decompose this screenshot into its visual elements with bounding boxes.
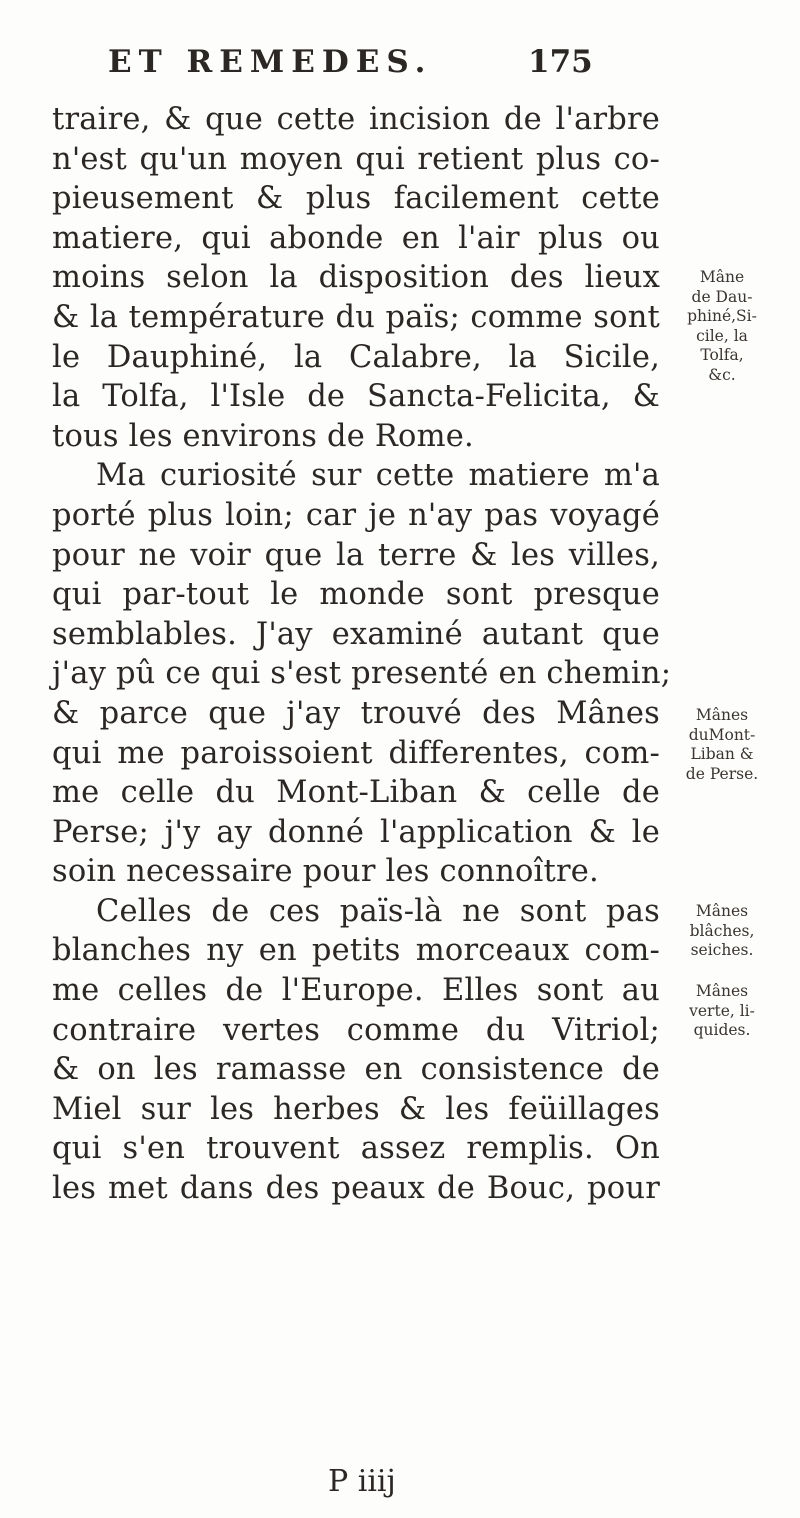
page-number: 175 <box>528 44 593 80</box>
text-line: qui s'en trouvent assez remplis. On <box>52 1131 660 1167</box>
text-line: pieusement & plus facilement cette <box>52 181 660 217</box>
margin-note-mont-liban <box>674 706 770 784</box>
margin-note-line: quides. <box>693 1021 751 1039</box>
text-line: qui me paroissoient differentes, com- <box>52 735 660 771</box>
margin-note-line: Mâne <box>699 268 745 286</box>
text-line: soin necessaire pour les connoître. <box>52 854 599 890</box>
text-line: Ma curiosité sur cette matiere m'a <box>96 458 660 494</box>
text-line: & parce que j'ay trouvé des Mânes <box>52 695 660 731</box>
margin-note-line: Mânes <box>695 982 749 1000</box>
body-text <box>52 100 672 1209</box>
text-line: tous les environs de Rome. <box>52 418 474 454</box>
text-line: traire, & que cette incision de l'arbre <box>52 102 660 137</box>
text-line: n'est qu'un moyen qui retient plus co- <box>52 141 660 177</box>
text-line: porté plus loin; car je n'ay pas voyagé <box>52 497 660 533</box>
margin-note-dauphine <box>674 268 770 385</box>
margin-note-blanches <box>674 902 770 961</box>
text-line: pour ne voir que la terre & les villes, <box>52 537 660 573</box>
margin-note-line: phiné,Si- <box>687 307 757 325</box>
text-line: & la température du païs; comme sont <box>52 299 660 335</box>
margin-note-line: blâches, <box>689 921 755 940</box>
margin-note-vertes <box>674 982 770 1041</box>
margin-note-line: seiches. <box>690 941 754 959</box>
text-line: Miel sur les herbes & les feüillages <box>52 1091 660 1127</box>
text-line: le Dauphiné, la Calabre, la Sicile, <box>52 339 660 375</box>
text-line: matiere, qui abonde en l'air plus ou <box>52 220 660 256</box>
margin-note-line: verte, li- <box>689 1001 755 1020</box>
running-head: ET REMEDES. <box>108 44 433 80</box>
text-line: Perse; j'y ay donné l'application & le <box>52 814 660 850</box>
page-header <box>108 44 668 94</box>
text-line: & on les ramasse en consistence de <box>52 1052 660 1088</box>
margin-note-line: duMont- <box>688 725 756 744</box>
text-line: j'ay pû ce qui s'est presenté en chemin; <box>52 656 672 692</box>
text-line: Celles de ces païs-là ne sont pas <box>96 893 660 929</box>
text-line: semblables. J'ay examiné autant que <box>52 616 660 652</box>
margin-note-line: &c. <box>708 365 736 384</box>
margin-note-line: cile, la <box>696 326 748 345</box>
margin-note-line: Mânes <box>695 706 749 724</box>
text-line: contraire vertes comme du Vitriol; <box>52 1012 660 1048</box>
margin-note-line: Tolfa, <box>700 346 744 364</box>
margin-note-line: Mânes <box>695 902 749 920</box>
text-line: blanches ny en petits morceaux com- <box>52 933 660 969</box>
signature-mark: P iiij <box>328 1464 396 1499</box>
text-line: qui par-tout le monde sont presque <box>52 577 660 613</box>
text-line: moins selon la disposition des lieux <box>52 260 660 296</box>
margin-note-line: de Dau- <box>691 287 753 306</box>
margin-note-line: de Perse. <box>685 764 759 783</box>
text-line: me celle du Mont-Liban & celle de <box>52 775 660 811</box>
text-line: les met dans des peaux de Bouc, pour <box>52 1171 660 1207</box>
text-line: la Tolfa, l'Isle de Sancta-Felicita, & <box>52 379 660 415</box>
text-line: me celles de l'Europe. Elles sont au <box>52 973 660 1009</box>
margin-note-line: Liban & <box>690 745 754 763</box>
